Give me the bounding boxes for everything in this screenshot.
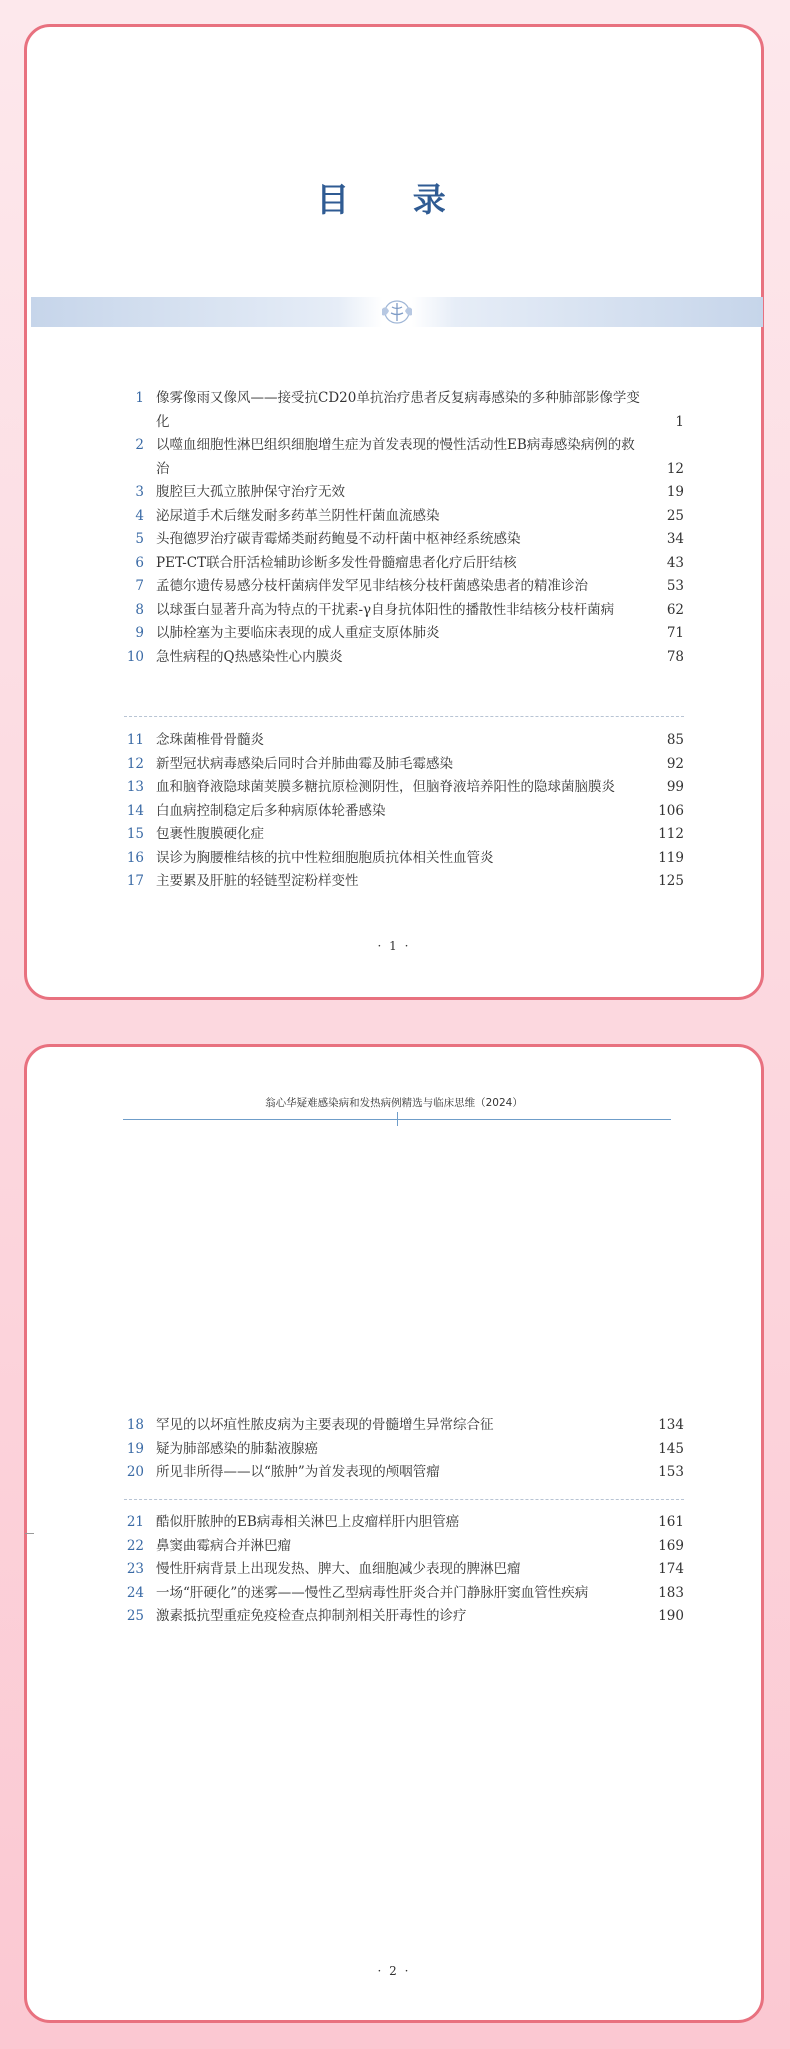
toc-entry[interactable] [124,434,684,481]
toc-group-1-10 [124,387,684,669]
toc-entry[interactable] [124,528,684,552]
toc-entry-number: 5 [135,531,144,547]
toc-entry[interactable] [124,847,684,871]
toc-entry[interactable] [124,599,684,623]
toc-entry-page: 34 [666,531,684,547]
toc-entry-page: 99 [666,779,684,795]
toc-entry[interactable] [124,505,684,529]
toc-entry-page: 25 [666,507,684,524]
toc-entry-title: 误诊为胸腰椎结核的抗中性粒细胞胞质抗体相关性血管炎 [156,849,494,866]
toc-entry-page: 183 [658,1584,684,1601]
toc-entry-number: 15 [126,826,144,842]
toc-entry-number: 2 [135,437,144,453]
toc-entry-number: 19 [126,1440,144,1457]
page-number: · 1 · [377,939,411,953]
toc-entry-number: 13 [126,779,144,795]
toc-entry-number: 16 [126,849,144,866]
toc-entry-title: 孟德尔遗传易感分枝杆菌病伴发罕见非结核分枝杆菌感染患者的精准诊治 [156,578,588,594]
toc-entry-number: 17 [126,873,144,889]
toc-entry-title: 以噬血细胞性淋巴组织细胞增生症为首发表现的慢性活动性EB病毒感染病例的救治 [156,437,635,477]
toc-entry-number: 1 [135,390,144,406]
toc-entry[interactable] [124,552,684,576]
toc-group-21-25 [124,1511,684,1629]
toc-entry-number: 3 [135,484,144,500]
toc-entry-title: 以肺栓塞为主要临床表现的成人重症支原体肺炎 [156,625,440,641]
toc-entry[interactable] [124,753,684,777]
toc-entry-page: 85 [666,732,684,748]
toc-entry-number: 10 [126,648,144,665]
toc-entry-title: 罕见的以坏疽性脓皮病为主要表现的骨髓增生异常综合征 [156,1417,494,1433]
toc-entry[interactable] [124,646,684,670]
toc-entry-title: PET-CT联合肝活检辅助诊断多发性骨髓瘤患者化疗后肝结核 [156,554,517,571]
toc-entry-page: 106 [658,802,684,819]
margin-mark [25,1533,34,1534]
toc-entry-title: 泌尿道手术后继发耐多药革兰阴性杆菌血流感染 [156,507,440,524]
toc-entry[interactable] [124,622,684,646]
medical-emblem-icon [376,299,418,325]
toc-entry-page: 53 [666,578,684,594]
toc-entry-page: 78 [666,648,684,665]
toc-entry-title: 酷似肝脓肿的EB病毒相关淋巴上皮瘤样肝内胆管癌 [156,1514,460,1530]
toc-entry-title: 白血病控制稳定后多种病原体轮番感染 [156,802,386,819]
toc-entry-title: 所见非所得——以“脓肿”为首发表现的颅咽管瘤 [156,1464,440,1480]
toc-entry-page: 169 [658,1537,684,1554]
toc-group-11-17 [124,729,684,894]
toc-page-1 [24,24,764,1000]
toc-entry-title: 血和脑脊液隐球菌荚膜多糖抗原检测阴性，但脑脊液培养阳性的隐球菌脑膜炎 [156,779,615,795]
toc-entry[interactable] [124,1461,684,1485]
toc-entry-number: 14 [126,802,144,819]
toc-entry[interactable] [124,1582,684,1606]
header-tick [397,1112,398,1126]
toc-entry[interactable] [124,387,684,434]
toc-entry-number: 7 [135,578,144,594]
toc-entry-number: 20 [126,1464,144,1480]
toc-entry-page: 190 [658,1608,684,1624]
toc-entry-title: 主要累及肝脏的轻链型淀粉样变性 [156,873,359,889]
toc-group-18-20 [124,1414,684,1485]
toc-entry-number: 4 [135,507,144,524]
toc-entry[interactable] [124,1605,684,1629]
toc-entry[interactable] [124,1438,684,1462]
toc-entry-title: 激素抵抗型重症免疫检查点抑制剂相关肝毒性的诊疗 [156,1608,467,1624]
toc-entry[interactable] [124,776,684,800]
toc-entry[interactable] [124,1558,684,1582]
toc-entry-title: 包裹性腹膜硬化症 [156,826,264,842]
toc-divider [124,716,684,717]
toc-entry-page: 71 [666,625,684,641]
toc-entry-title: 腹腔巨大孤立脓肿保守治疗无效 [156,484,345,500]
toc-entry-page: 112 [658,826,684,842]
toc-entry-page: 125 [658,873,684,889]
toc-entry-title: 疑为肺部感染的肺黏液腺癌 [156,1440,318,1457]
toc-entry-title: 头孢德罗治疗碳青霉烯类耐药鲍曼不动杆菌中枢神经系统感染 [156,531,521,547]
toc-entry-number: 6 [135,554,144,571]
toc-entry[interactable] [124,729,684,753]
toc-page-2 [24,1044,764,2023]
toc-entry-number: 23 [126,1561,144,1577]
toc-entry-title: 慢性肝病背景上出现发热、脾大、血细胞减少表现的脾淋巴瘤 [156,1561,521,1577]
running-header: 翁心华疑难感染病和发热病例精选与临床思维（2024） [265,1097,523,1109]
page-number: · 2 · [377,1964,411,1978]
toc-entry[interactable] [124,800,684,824]
toc-entry-number: 25 [126,1608,144,1624]
toc-entry-page: 145 [658,1440,684,1457]
toc-entry[interactable] [124,1511,684,1535]
toc-entry-title: 一场“肝硬化”的迷雾——慢性乙型病毒性肝炎合并门静脉肝窦血管性疾病 [156,1584,589,1601]
toc-entry-page: 153 [658,1464,684,1480]
toc-entry-page: 161 [658,1514,684,1530]
toc-entry-title: 念珠菌椎骨骨髓炎 [156,732,264,748]
toc-entry-number: 21 [126,1514,144,1530]
toc-entry-page: 134 [658,1417,684,1433]
toc-entry[interactable] [124,870,684,894]
toc-entry-page: 43 [666,554,684,571]
toc-heading: 目 录 [316,180,472,219]
toc-entry[interactable] [124,1535,684,1559]
toc-entry-page: 1 [675,413,684,430]
toc-entry-title: 新型冠状病毒感染后同时合并肺曲霉及肺毛霉感染 [156,755,453,772]
toc-entry-page: 12 [666,460,684,477]
toc-divider [124,1499,684,1500]
toc-entry-page: 119 [658,849,684,866]
toc-entry-title: 鼻窦曲霉病合并淋巴瘤 [156,1537,291,1554]
toc-entry-number: 11 [126,732,144,748]
toc-entry[interactable] [124,575,684,599]
toc-entry-number: 24 [126,1584,144,1601]
toc-entry-number: 9 [135,625,144,641]
toc-entry-number: 22 [126,1537,144,1554]
toc-entry-title: 像雾像雨又像风——接受抗CD20单抗治疗患者反复病毒感染的多种肺部影像学变化 [156,390,640,430]
toc-entry[interactable] [124,481,684,505]
toc-entry-page: 62 [666,601,684,618]
toc-entry-page: 19 [666,484,684,500]
toc-entry-title: 急性病程的Q热感染性心内膜炎 [156,648,343,665]
toc-entry-page: 92 [666,755,684,772]
toc-entry[interactable] [124,1414,684,1438]
toc-entry-number: 18 [126,1417,144,1433]
toc-entry-title: 以球蛋白显著升高为特点的干扰素-γ自身抗体阳性的播散性非结核分枝杆菌病 [156,601,615,618]
toc-entry-page: 174 [658,1561,684,1577]
toc-entry[interactable] [124,823,684,847]
toc-entry-number: 12 [126,755,144,772]
toc-entry-number: 8 [135,601,144,618]
